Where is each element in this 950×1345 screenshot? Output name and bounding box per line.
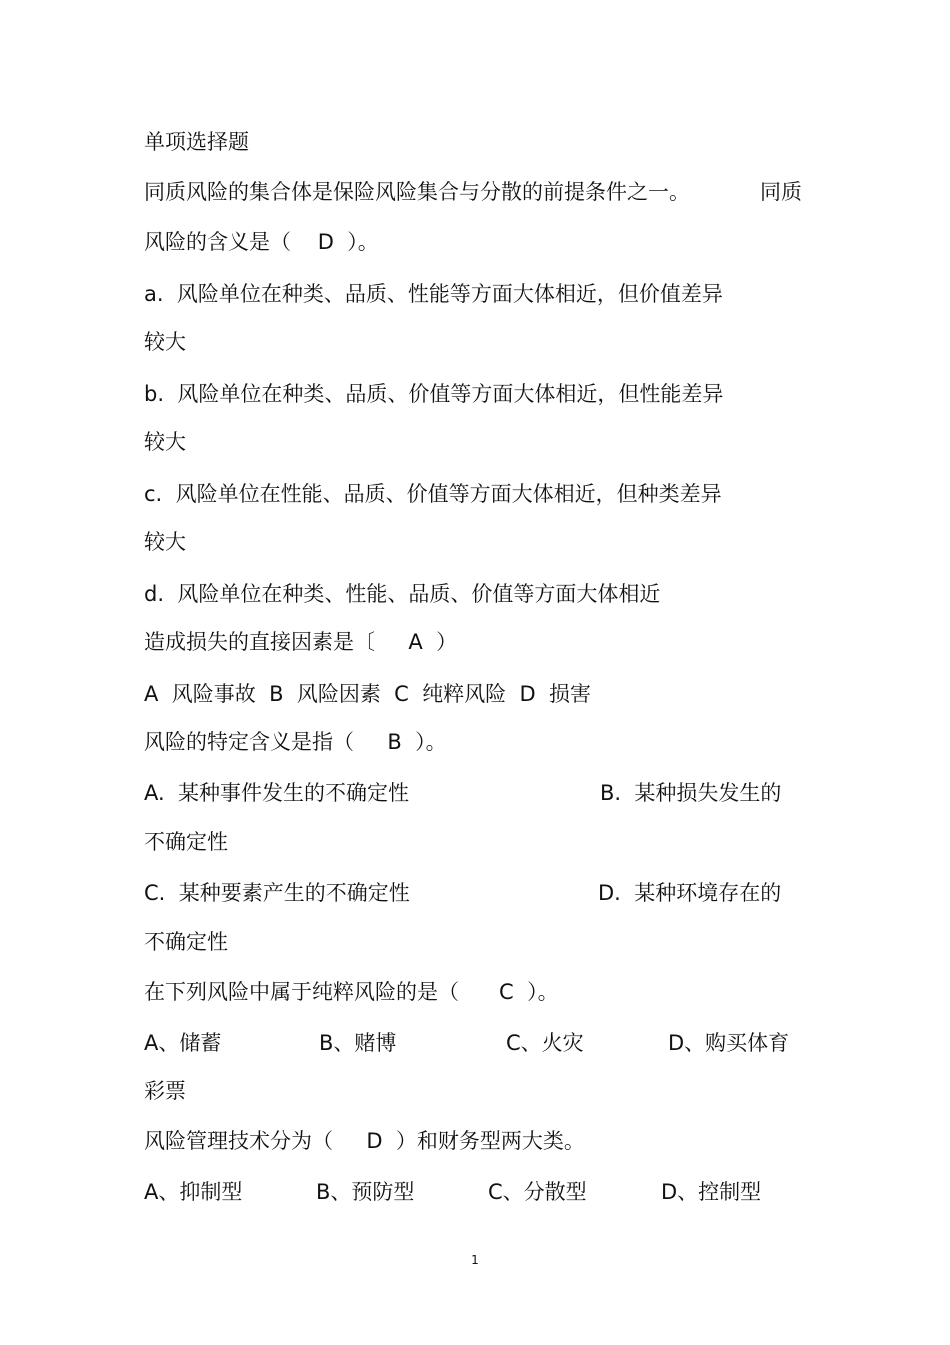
- q1-option-c-line1: c. 风险单位在性能、品质、价值等方面大体相近，但种类差异: [144, 482, 722, 506]
- page-number: 1: [471, 1253, 479, 1267]
- q3-stem: 风险的特定含义是指（ B ）。: [144, 730, 447, 754]
- q1-stem-line2: 风险的含义是（ D ）。: [144, 230, 379, 254]
- q5-option-b: B、预防型: [316, 1180, 415, 1204]
- q1-option-d: d. 风险单位在种类、性能、品质、价值等方面大体相近: [144, 582, 661, 606]
- q5-option-c: C、分散型: [488, 1180, 587, 1204]
- q1-stem-line1: 同质风险的集合体是保险风险集合与分散的前提条件之一。: [144, 180, 690, 204]
- q4-option-b: B、赌博: [319, 1031, 397, 1055]
- q1-option-a-line1: a. 风险单位在种类、品质、性能等方面大体相近，但价值差异: [144, 282, 723, 306]
- q5-option-a: A、抑制型: [144, 1180, 243, 1204]
- q3-option-b-line1: B. 某种损失发生的: [600, 781, 782, 805]
- q4-stem: 在下列风险中属于纯粹风险的是（ C ）。: [144, 980, 559, 1004]
- q3-option-b-line2: 不确定性: [144, 830, 228, 854]
- q3-option-a: A. 某种事件发生的不确定性: [144, 781, 410, 805]
- q5-stem: 风险管理技术分为（ D ）和财务型两大类。: [144, 1129, 585, 1153]
- q1-option-a-line2: 较大: [144, 330, 186, 354]
- q4-option-c: C、火灾: [506, 1031, 584, 1055]
- q3-option-d-line2: 不确定性: [144, 930, 228, 954]
- q4-option-d-line2: 彩票: [144, 1079, 186, 1103]
- q1-option-b-line1: b. 风险单位在种类、品质、价值等方面大体相近，但性能差异: [144, 382, 724, 406]
- section-heading: 单项选择题: [144, 130, 249, 154]
- q3-option-d-line1: D. 某种环境存在的: [598, 881, 782, 905]
- q2-stem: 造成损失的直接因素是〔 A ）: [144, 630, 458, 654]
- q2-options: A 风险事故 B 风险因素 C 纯粹风险 D 损害: [144, 682, 592, 706]
- q5-option-d: D、控制型: [661, 1180, 762, 1204]
- q4-option-d-line1: D、购买体育: [668, 1031, 790, 1055]
- q1-stem-line1-tail: 同质: [760, 180, 802, 204]
- q1-option-b-line2: 较大: [144, 430, 186, 454]
- q3-option-c: C. 某种要素产生的不确定性: [144, 881, 410, 905]
- q1-option-c-line2: 较大: [144, 530, 186, 554]
- q4-option-a: A、储蓄: [144, 1031, 222, 1055]
